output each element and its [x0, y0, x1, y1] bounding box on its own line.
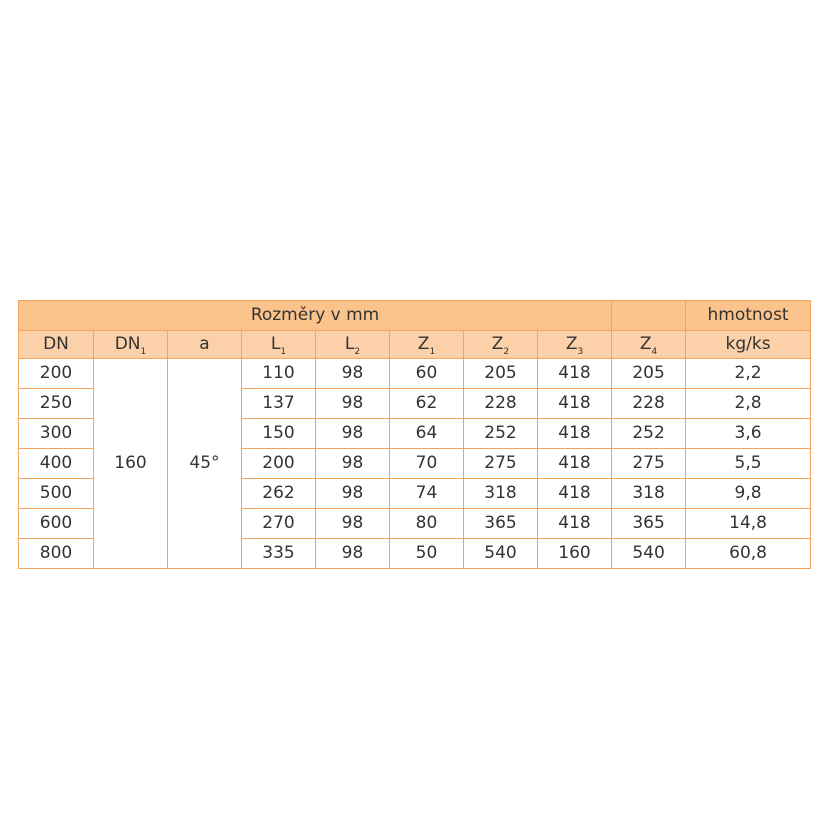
column-header-label: Z — [639, 334, 652, 354]
column-header-label: DN — [43, 334, 69, 354]
cell-z2: 365 — [464, 509, 538, 539]
cell-z3: 418 — [538, 449, 612, 479]
cell-z4: 318 — [612, 479, 686, 509]
cell-l2: 98 — [316, 359, 390, 389]
column-header-label: Z — [417, 334, 430, 354]
column-header-subscript: 4 — [651, 347, 658, 357]
cell-dn: 800 — [19, 539, 94, 569]
weight-group-header: hmotnost — [686, 301, 811, 331]
cell-l2: 98 — [316, 479, 390, 509]
cell-dn: 400 — [19, 449, 94, 479]
cell-l1: 110 — [242, 359, 316, 389]
empty-header-cell — [612, 301, 686, 331]
cell-z4: 205 — [612, 359, 686, 389]
column-header-dn1 — [94, 331, 168, 359]
cell-dn1-merged: 160 — [94, 359, 168, 569]
column-header-label: kg/ks — [725, 334, 771, 354]
cell-z1: 50 — [390, 539, 464, 569]
cell-weight: 3,6 — [686, 419, 811, 449]
cell-dn: 600 — [19, 509, 94, 539]
cell-weight: 2,2 — [686, 359, 811, 389]
cell-z1: 80 — [390, 509, 464, 539]
cell-z3: 418 — [538, 509, 612, 539]
cell-angle-merged: 45° — [168, 359, 242, 569]
cell-z2: 228 — [464, 389, 538, 419]
cell-z1: 64 — [390, 419, 464, 449]
cell-l1: 262 — [242, 479, 316, 509]
cell-dn: 500 — [19, 479, 94, 509]
cell-z1: 60 — [390, 359, 464, 389]
header-row-columns — [19, 331, 811, 359]
column-header-subscript: 2 — [354, 347, 361, 357]
cell-z2: 275 — [464, 449, 538, 479]
column-header-subscript: 1 — [280, 347, 287, 357]
cell-dn: 200 — [19, 359, 94, 389]
cell-weight: 2,8 — [686, 389, 811, 419]
column-header-subscript: 1 — [429, 347, 436, 357]
cell-l1: 150 — [242, 419, 316, 449]
column-header-label: Z — [491, 334, 504, 354]
column-header-label: a — [199, 334, 210, 354]
cell-z3: 418 — [538, 479, 612, 509]
cell-dn: 300 — [19, 419, 94, 449]
cell-z2: 318 — [464, 479, 538, 509]
cell-z3: 418 — [538, 389, 612, 419]
column-header-z1 — [390, 331, 464, 359]
column-header-z2 — [464, 331, 538, 359]
column-header-subscript: 3 — [577, 347, 584, 357]
cell-z4: 275 — [612, 449, 686, 479]
cell-dn: 250 — [19, 389, 94, 419]
cell-weight: 9,8 — [686, 479, 811, 509]
cell-z2: 252 — [464, 419, 538, 449]
column-header-weight — [686, 331, 811, 359]
column-header-z4 — [612, 331, 686, 359]
column-header-subscript: 1 — [140, 347, 147, 357]
column-header-l2 — [316, 331, 390, 359]
cell-l2: 98 — [316, 419, 390, 449]
cell-l2: 98 — [316, 389, 390, 419]
cell-l1: 335 — [242, 539, 316, 569]
cell-z1: 74 — [390, 479, 464, 509]
cell-z4: 540 — [612, 539, 686, 569]
column-header-angle — [168, 331, 242, 359]
column-header-subscript: 2 — [503, 347, 510, 357]
column-header-dn — [19, 331, 94, 359]
header-row-group — [19, 301, 811, 331]
column-header-l1 — [242, 331, 316, 359]
dimensions-table — [18, 300, 811, 569]
cell-weight: 60,8 — [686, 539, 811, 569]
cell-l1: 270 — [242, 509, 316, 539]
dimensions-group-header: Rozměry v mm — [19, 301, 612, 331]
cell-z3: 418 — [538, 419, 612, 449]
cell-z3: 418 — [538, 359, 612, 389]
cell-l2: 98 — [316, 449, 390, 479]
column-header-label: DN — [114, 334, 141, 354]
column-header-label: Z — [565, 334, 578, 354]
cell-l1: 200 — [242, 449, 316, 479]
cell-z2: 205 — [464, 359, 538, 389]
cell-l2: 98 — [316, 539, 390, 569]
cell-z1: 62 — [390, 389, 464, 419]
cell-weight: 14,8 — [686, 509, 811, 539]
cell-z2: 540 — [464, 539, 538, 569]
cell-l1: 137 — [242, 389, 316, 419]
table-row — [19, 359, 811, 389]
cell-l2: 98 — [316, 509, 390, 539]
column-header-label: L — [270, 334, 281, 354]
cell-z4: 365 — [612, 509, 686, 539]
cell-z1: 70 — [390, 449, 464, 479]
cell-z4: 228 — [612, 389, 686, 419]
column-header-z3 — [538, 331, 612, 359]
cell-weight: 5,5 — [686, 449, 811, 479]
column-header-label: L — [344, 334, 355, 354]
cell-z4: 252 — [612, 419, 686, 449]
table-body — [19, 301, 811, 569]
cell-z3: 160 — [538, 539, 612, 569]
